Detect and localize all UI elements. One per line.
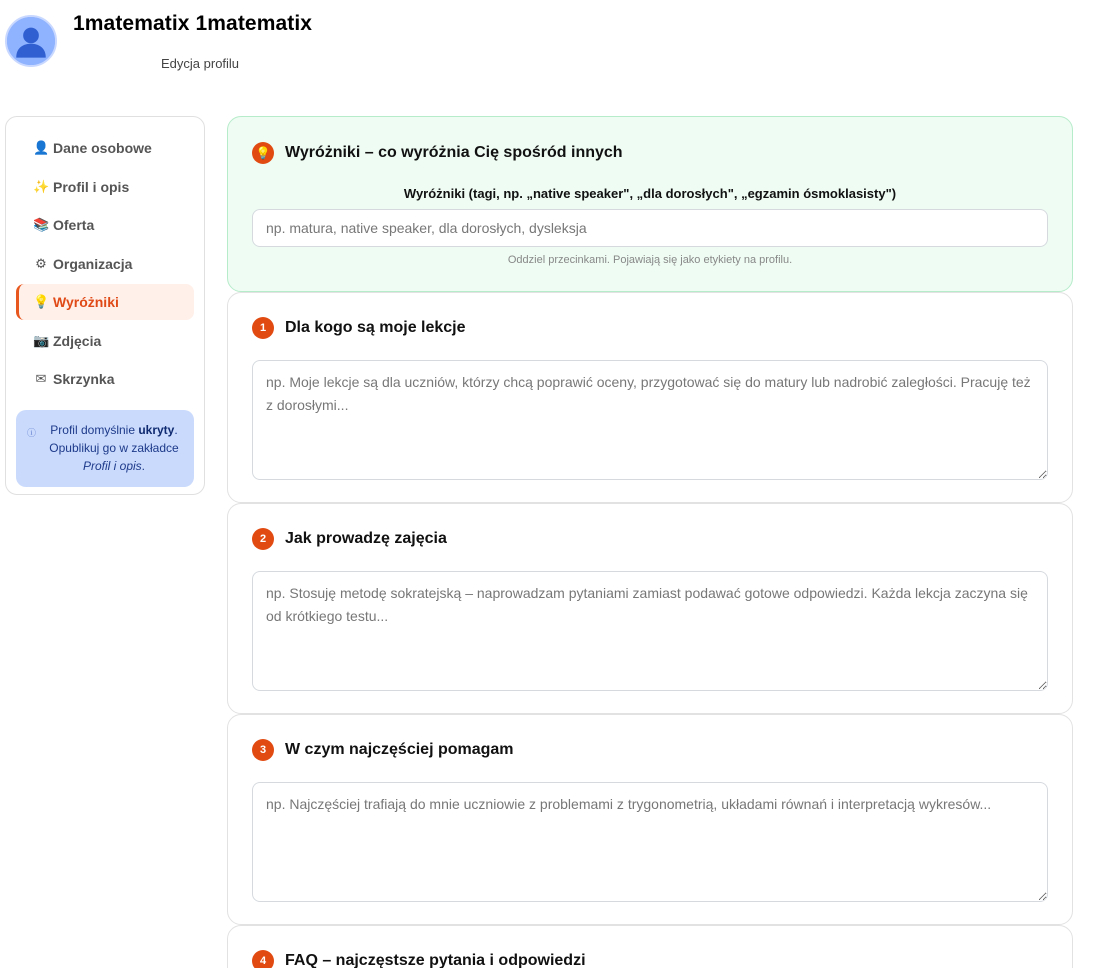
page-subtitle: Edycja profilu [161, 56, 240, 71]
lightbulb-badge-icon: 💡 [252, 142, 274, 164]
tags-hint: Oddziel przecinkami. Pojawiają się jako etykiety na profilu. [507, 254, 793, 266]
gear-icon: ⚙ [35, 255, 47, 271]
sidebar-item-label: Wyróżniki [53, 294, 119, 310]
section-title: W czym najczęściej pomagam [285, 741, 514, 758]
sidebar-item-dane-osobowe[interactable] [16, 130, 194, 166]
sidebar-item-oferta[interactable] [16, 207, 194, 243]
books-icon: 📚 [33, 217, 50, 232]
notice-text [42, 421, 186, 475]
section-header [252, 142, 623, 164]
section-number-badge: 1 [252, 317, 274, 339]
common-help-textarea[interactable] [252, 782, 1048, 902]
avatar [5, 15, 57, 67]
audience-textarea[interactable] [252, 360, 1048, 480]
notice-text-part: . Opublikuj go w zakładce [49, 423, 179, 455]
section-card-teaching-method [227, 503, 1073, 714]
sidebar-item-skrzynka[interactable] [16, 361, 194, 397]
section-header [252, 317, 466, 339]
section-title: FAQ – najczęstsze pytania i odpowiedzi [285, 952, 586, 968]
section-card-audience [227, 292, 1073, 503]
info-icon: ⓘ [27, 428, 37, 438]
section-header [252, 950, 586, 968]
notice-text-part: . [141, 459, 146, 473]
sidebar-item-label: Oferta [53, 217, 95, 233]
camera-icon: 📷 [33, 332, 50, 348]
section-title: Wyróżniki – co wyróżnia Cię spośród innych [285, 144, 623, 161]
section-header [252, 739, 514, 761]
notice-text-part: Profil domyślnie [50, 423, 139, 437]
tags-input[interactable] [252, 209, 1048, 247]
user-name: 1matematix 1matematix [73, 12, 313, 35]
section-header [252, 528, 447, 550]
sidebar-item-label: Skrzynka [53, 371, 115, 387]
sidebar-item-label: Zdjęcia [53, 332, 102, 349]
sidebar-nav [5, 116, 205, 495]
sidebar-item-label: Organizacja [53, 255, 133, 272]
section-number-badge: 2 [252, 528, 274, 550]
sidebar-item-zdjecia[interactable] [16, 323, 194, 359]
profile-visibility-notice [16, 410, 194, 487]
sidebar-item-organizacja[interactable] [16, 246, 194, 282]
notice-bold-text: ukryty [138, 423, 175, 437]
section-card-faq [227, 925, 1073, 968]
tags-field-label: Wyróżniki (tagi, np. „native speaker", „dla dorosłych", „egzamin ósmoklasisty") [403, 186, 897, 201]
sidebar-item-wyrozniki[interactable] [16, 284, 194, 320]
section-title: Dla kogo są moje lekcje [285, 319, 466, 336]
sidebar-item-label: Profil i opis [53, 178, 130, 195]
section-title: Jak prowadzę zajęcia [285, 530, 447, 547]
teaching-method-textarea[interactable] [252, 571, 1048, 691]
section-number-badge: 4 [252, 950, 274, 968]
section-number-badge: 3 [252, 739, 274, 761]
notice-tab-link[interactable]: Profil i opis [82, 459, 142, 473]
person-silhouette-icon: 👤 [33, 140, 50, 155]
envelope-icon: ✉ [35, 371, 47, 386]
user-silhouette-icon [7, 17, 55, 65]
sidebar-item-profil-i-opis[interactable] [16, 169, 194, 205]
section-card-common-help [227, 714, 1073, 925]
lightbulb-icon: 💡 [33, 294, 50, 309]
highlights-card [227, 116, 1073, 292]
sidebar-item-label: Dane osobowe [53, 140, 152, 156]
sparkle-icon: ✨ [33, 178, 50, 194]
